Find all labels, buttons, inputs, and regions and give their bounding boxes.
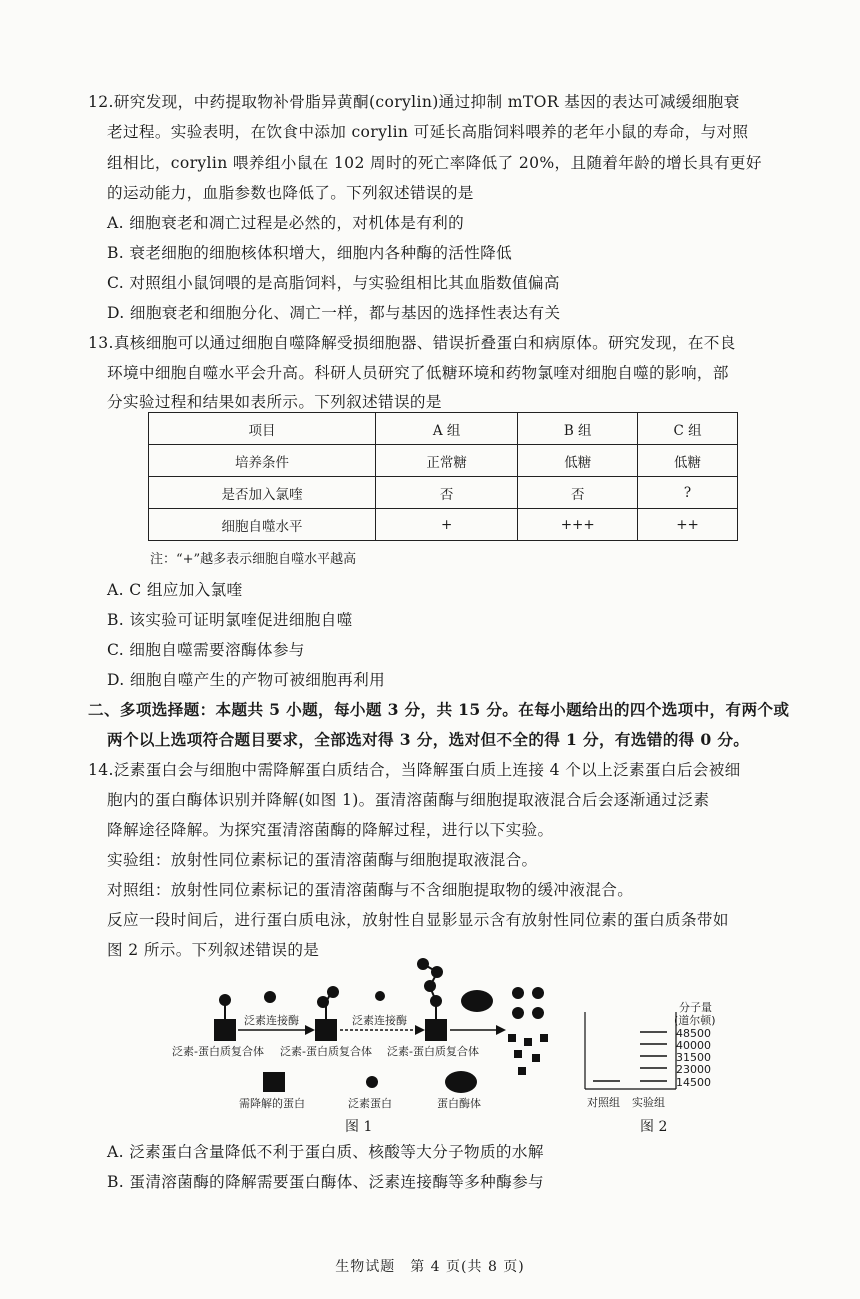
q12-stem-line-3: 组相比，corylin 喂养组小鼠在 102 周时的死亡率降低了 20%，且随着年龄的增长具有更好	[107, 154, 762, 172]
fig1-complex-label-3: 泛素-蛋白质复合体	[387, 1045, 479, 1058]
table-cell: 细胞自噬水平	[149, 509, 376, 541]
q14-stem-line-7: 图 2 所示。下列叙述错误的是	[107, 941, 320, 959]
section2-instructions-line-1: 二、多项选择题：本题共 5 小题，每小题 3 分，共 15 分。在每小题给出的四个选项中，有两个或	[88, 700, 790, 719]
section2-instructions-line-2: 两个以上选项符合题目要求，全部选对得 3 分，选对但不全的得 1 分，有选错的得 0 分。	[107, 730, 750, 749]
q14-option-a: A. 泛素蛋白含量降低不利于蛋白质、核酸等大分子物质的水解	[107, 1143, 544, 1161]
table-header-cell: C 组	[638, 413, 738, 445]
q13-stem-line-2: 环境中细胞自噬水平会升高。科研人员研究了低糖环境和药物氯喹对细胞自噬的影响，部	[107, 364, 729, 382]
fig2-lane-experiment: 实验组	[632, 1096, 665, 1109]
ubiquitin-tagged-protein-1	[214, 994, 236, 1041]
q14-experiment-group: 实验组：放射性同位素标记的蛋清溶菌酶与细胞提取液混合。	[107, 851, 538, 869]
table-cell: 正常糖	[376, 445, 518, 477]
q14-stem-line-6: 反应一段时间后，进行蛋白质电泳，放射性自显影显示含有放射性同位素的蛋白质条带如	[107, 911, 729, 929]
fig2-marker-23000: 23000	[676, 1063, 711, 1076]
table-cell: +++	[518, 509, 638, 541]
peptide-fragments	[508, 1034, 548, 1075]
ubiquitin-tagged-protein-2	[315, 986, 339, 1041]
proteasome-top	[461, 990, 493, 1012]
legend-proteasome-icon	[445, 1071, 477, 1093]
fig2-marker-31500: 31500	[676, 1051, 711, 1064]
table-cell: ?	[638, 477, 738, 509]
q14-stem-line-2: 胞内的蛋白酶体识别并降解(如图 1)。蛋清溶菌酶与细胞提取液混合后会逐渐通过泛素	[107, 791, 710, 809]
q13-option-d: D. 细胞自噬产生的产物可被细胞再利用	[107, 671, 386, 689]
q12-option-a: A. 细胞衰老和凋亡过程是必然的，对机体是有利的	[107, 214, 465, 232]
legend-ubiquitin-icon	[366, 1076, 378, 1088]
q13-stem-line-1: 13.真核细胞可以通过细胞自噬降解受损细胞器、错误折叠蛋白和病原体。研究发现，在不良	[88, 334, 736, 352]
fig2-marker-14500: 14500	[676, 1076, 711, 1089]
fig1-complex-label-1: 泛素-蛋白质复合体	[172, 1045, 264, 1058]
q13-option-c: C. 细胞自噬需要溶酶体参与	[107, 641, 305, 659]
fig1-legend-proteasome: 蛋白酶体	[437, 1097, 481, 1110]
fig1-enzyme-label-1: 泛素连接酶	[244, 1014, 299, 1027]
fig2-lane-control: 对照组	[587, 1096, 620, 1109]
table-cell: ++	[638, 509, 738, 541]
q14-stem-line-1: 14.泛素蛋白会与细胞中需降解蛋白质结合，当降解蛋白质上连接 4 个以上泛素蛋白后会被细	[88, 761, 741, 779]
table-header-cell: B 组	[518, 413, 638, 445]
free-ubiquitin-1	[264, 991, 276, 1003]
q12-option-d: D. 细胞衰老和细胞分化、凋亡一样，都与基因的选择性表达有关	[107, 304, 561, 322]
released-ubiquitin-group	[512, 987, 544, 1019]
fig2-marker-40000: 40000	[676, 1039, 711, 1052]
legend-protein-icon	[263, 1072, 285, 1092]
table-cell: 否	[376, 477, 518, 509]
q14-control-group: 对照组：放射性同位素标记的蛋清溶菌酶与不含细胞提取物的缓冲液混合。	[107, 881, 634, 899]
table-cell: 低糖	[518, 445, 638, 477]
table-cell: 低糖	[638, 445, 738, 477]
fig1-legend-ubiquitin: 泛素蛋白	[348, 1097, 392, 1110]
q13-option-b: B. 该实验可证明氯喹促进细胞自噬	[107, 611, 353, 629]
q13-option-a: A. C 组应加入氯喹	[107, 581, 243, 599]
q12-stem-line-1: 12.研究发现，中药提取物补骨脂异黄酮(corylin)通过抑制 mTOR 基因的表达可减缓细胞衰	[88, 93, 740, 111]
fig1-legend-protein: 需降解的蛋白	[239, 1097, 305, 1110]
fig1-enzyme-label-2: 泛素连接酶	[352, 1014, 407, 1027]
fig1-complex-label-2: 泛素-蛋白质复合体	[280, 1045, 372, 1058]
q14-option-b: B. 蛋清溶菌酶的降解需要蛋白酶体、泛素连接酶等多种酶参与	[107, 1173, 544, 1191]
fig2-marker-48500: 48500	[676, 1027, 711, 1040]
figure-2-caption: 图 2	[640, 1119, 668, 1135]
q14-stem-line-3: 降解途径降解。为探究蛋清溶菌酶的降解过程，进行以下实验。	[107, 821, 554, 839]
fig2-axis-unit: (道尔顿)	[674, 1014, 716, 1027]
q12-stem-line-4: 的运动能力，血脂参数也降低了。下列叙述错误的是	[107, 184, 474, 202]
q12-option-b: B. 衰老细胞的细胞核体积增大，细胞内各种酶的活性降低	[107, 244, 513, 262]
figure-2-gel	[585, 1012, 676, 1089]
figure-1-caption: 图 1	[345, 1119, 373, 1135]
q12-option-c: C. 对照组小鼠饲喂的是高脂饲料，与实验组相比其血脂数值偏高	[107, 274, 560, 292]
page-footer: 生物试题 第 4 页(共 8 页)	[335, 1259, 525, 1275]
table-cell: +	[376, 509, 518, 541]
table-note: 注：“+”越多表示细胞自噬水平越高	[150, 552, 357, 567]
free-ubiquitin-2	[375, 991, 385, 1001]
table-cell: 培养条件	[149, 445, 376, 477]
table-header-cell: A 组	[376, 413, 518, 445]
q12-stem-line-2: 老过程。实验表明，在饮食中添加 corylin 可延长高脂饲料喂养的老年小鼠的寿命，与对照	[107, 123, 749, 141]
table-header-cell: 项目	[149, 413, 376, 445]
q13-stem-line-3: 分实验过程和结果如表所示。下列叙述错误的是	[107, 393, 442, 411]
table-cell: 是否加入氯喹	[149, 477, 376, 509]
table-cell: 否	[518, 477, 638, 509]
fig2-axis-title: 分子量	[679, 1001, 712, 1014]
